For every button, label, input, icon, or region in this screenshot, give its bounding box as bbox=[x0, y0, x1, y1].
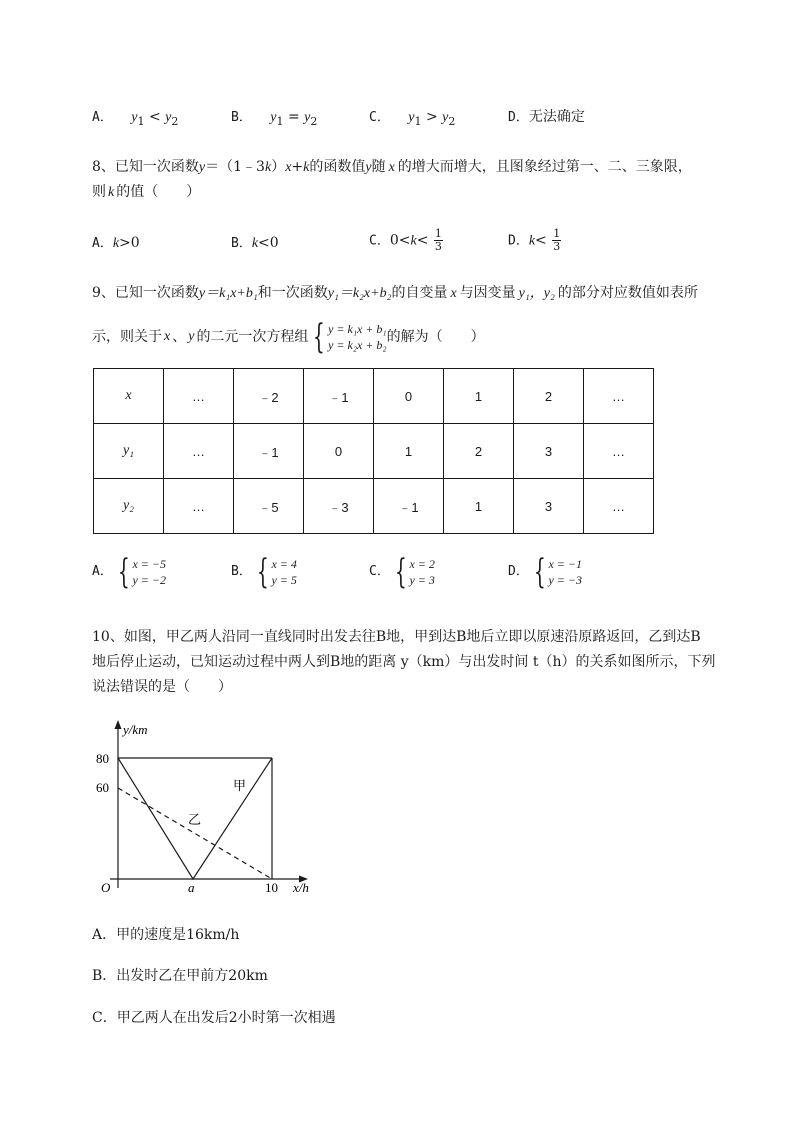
table-cell: … bbox=[164, 479, 234, 534]
option-letter: D． bbox=[508, 564, 529, 579]
brace-icon: { bbox=[117, 552, 130, 592]
table-cell: ﹣3 bbox=[304, 479, 374, 534]
q8-text: + bbox=[291, 159, 304, 175]
equation-line: y = k₂x + b₂ bbox=[328, 338, 387, 352]
q7-a-rhs-sub: 2 bbox=[171, 114, 179, 128]
q8-d-var: k bbox=[528, 233, 536, 249]
table-cell: ﹣5 bbox=[234, 479, 304, 534]
table-cell: 1 bbox=[374, 424, 444, 479]
option-letter: A． bbox=[92, 564, 113, 579]
table-row bbox=[94, 369, 654, 424]
q8-text: 的增大而增大，且图象经过第一、二、三象限， bbox=[397, 159, 692, 175]
equation-system bbox=[308, 317, 387, 357]
option-letter: A． bbox=[92, 110, 113, 125]
q9-text: 示，则关于 bbox=[92, 329, 162, 345]
table-cell: ﹣1 bbox=[234, 424, 304, 479]
table-row-header: y₂ bbox=[94, 479, 164, 534]
equation-line: y = −2 bbox=[132, 573, 166, 587]
y-axis-label: y/km bbox=[123, 722, 148, 737]
equation-line: y = −3 bbox=[548, 573, 582, 587]
q9-text: 和一次函数 bbox=[257, 285, 328, 301]
table-cell: … bbox=[584, 424, 654, 479]
q8-question-line2 bbox=[92, 181, 200, 204]
equation-line: x = −1 bbox=[548, 557, 582, 571]
y-tick-60: 60 bbox=[96, 780, 109, 795]
q9-options-row bbox=[92, 552, 732, 595]
q7-option-a bbox=[92, 106, 178, 133]
table-row-header: y₁ bbox=[94, 424, 164, 479]
q8-question-line1 bbox=[92, 156, 692, 179]
option-letter: D． bbox=[508, 110, 529, 125]
q10-question-line3: 说法错误的是（ ） bbox=[92, 679, 232, 695]
option-letter: C． bbox=[369, 564, 390, 579]
table-cell: 1 bbox=[444, 369, 514, 424]
q7-option-c bbox=[369, 106, 455, 133]
x-axis-label: x/h bbox=[293, 880, 309, 895]
brace-icon: { bbox=[533, 552, 546, 592]
q7-options-row bbox=[92, 106, 732, 128]
q10-distance-time-graph bbox=[88, 718, 328, 898]
q9-question-line2 bbox=[92, 317, 485, 357]
table-cell: 3 bbox=[514, 424, 584, 479]
table-row-header: x bbox=[94, 369, 164, 424]
q7-option-d bbox=[508, 106, 585, 129]
brace-icon: { bbox=[394, 552, 407, 592]
table-cell: … bbox=[164, 424, 234, 479]
q8-a-rest: >0 bbox=[119, 235, 140, 251]
equation-line: x = −5 bbox=[132, 557, 166, 571]
q8-var: y bbox=[365, 160, 372, 175]
q9-vars: y₁，y₂ bbox=[518, 286, 555, 301]
q8-var: y bbox=[198, 160, 206, 175]
q7-b-lhs-sub: 1 bbox=[276, 114, 284, 128]
q9-text: 的部分对应数值如表所 bbox=[557, 285, 698, 301]
equation-line: y = k₁x + b₁ bbox=[328, 322, 387, 336]
q8-text: ） bbox=[271, 159, 286, 175]
q7-b-rhs-sub: 2 bbox=[310, 114, 318, 128]
q9-text: 、 bbox=[172, 329, 187, 345]
q8-option-a bbox=[92, 232, 140, 255]
table-cell: 0 bbox=[374, 369, 444, 424]
q8-text: 随 bbox=[371, 159, 386, 175]
q8-option-d bbox=[508, 228, 561, 253]
table-cell: ﹣2 bbox=[234, 369, 304, 424]
q7-b-rhs: y bbox=[304, 110, 311, 125]
q9-var: x bbox=[450, 286, 457, 301]
q8-var: k bbox=[303, 160, 310, 175]
q8-option-b bbox=[231, 232, 279, 255]
q9-option-c bbox=[369, 552, 435, 592]
equation-system bbox=[529, 552, 582, 592]
q10-question-line2: 地后停止运动，已知运动过程中两人到B地的距离 y（km）与出发时间 t（h）的关系如图所示，下列 bbox=[92, 654, 716, 670]
origin-label: O bbox=[101, 880, 111, 895]
q7-c-lhs: y bbox=[408, 110, 415, 125]
option-letter: C． bbox=[369, 110, 390, 125]
yi-label: 乙 bbox=[188, 812, 202, 827]
equation-line: y = 5 bbox=[271, 573, 297, 587]
q8-b-var: k bbox=[251, 236, 259, 251]
q10-question-line1: 10、如图，甲乙两人沿同一直线同时出发去往B地，甲到达B地后立即以原速沿原路返回，乙到达B bbox=[92, 629, 701, 645]
q8-b-rest: <0 bbox=[258, 235, 279, 251]
q7-option-b bbox=[231, 106, 317, 133]
q8-a-var: k bbox=[112, 236, 120, 251]
q8-c-pre: 0< bbox=[389, 232, 411, 249]
q7-d-text: 无法确定 bbox=[528, 109, 585, 125]
y-axis-arrow-icon bbox=[115, 720, 122, 729]
table-cell: 2 bbox=[444, 424, 514, 479]
q9-text: 9、已知一次函数 bbox=[92, 285, 199, 301]
table-cell: 1 bbox=[444, 479, 514, 534]
equation-line: x = 2 bbox=[409, 557, 435, 571]
q9-text: 的解为（ ） bbox=[386, 329, 485, 345]
q9-var: x bbox=[164, 329, 171, 344]
equation-system bbox=[252, 552, 297, 592]
q7-b-op: = bbox=[287, 109, 300, 125]
q7-a-lhs-sub: 1 bbox=[137, 114, 145, 128]
table-cell: 0 bbox=[304, 424, 374, 479]
q8-var: k bbox=[264, 160, 272, 175]
q7-a-op: < bbox=[148, 109, 161, 125]
fraction-denominator: 3 bbox=[553, 240, 561, 253]
q10-option-b: B．出发时乙在甲前方20km bbox=[92, 968, 268, 984]
q8-text: 则 bbox=[92, 184, 106, 200]
q8-c-var: k bbox=[410, 233, 417, 249]
q7-a-rhs: y bbox=[165, 110, 172, 125]
q9-formula: y＝k₁x+b₁ bbox=[198, 286, 258, 301]
table-cell: 3 bbox=[514, 479, 584, 534]
table-cell: ﹣1 bbox=[374, 479, 444, 534]
table-row bbox=[94, 424, 654, 479]
q7-a-lhs: y bbox=[131, 110, 138, 125]
option-letter: C． bbox=[369, 233, 390, 249]
q7-c-op: > bbox=[425, 109, 438, 125]
q9-option-a bbox=[92, 552, 166, 592]
equation-lines bbox=[132, 556, 166, 588]
q7-c-lhs-sub: 1 bbox=[414, 114, 422, 128]
fraction-numerator: 1 bbox=[434, 227, 442, 240]
q10-option-a: A．甲的速度是16km/h bbox=[92, 927, 240, 943]
q8-var: k bbox=[108, 185, 115, 200]
option-letter: B． bbox=[231, 564, 252, 579]
q9-question-line1 bbox=[92, 282, 698, 305]
table-row bbox=[94, 479, 654, 534]
q9-text: 与因变量 bbox=[459, 285, 516, 301]
table-cell: 2 bbox=[514, 369, 584, 424]
option-letter: A． bbox=[92, 236, 113, 251]
equation-system bbox=[113, 552, 166, 592]
fraction-denominator: 3 bbox=[434, 240, 442, 253]
fraction bbox=[552, 228, 561, 253]
q9-option-d bbox=[508, 552, 582, 592]
q10-option-c: C．甲乙两人在出发后2小时第一次相遇 bbox=[92, 1010, 336, 1026]
q8-option-c bbox=[369, 228, 443, 253]
q8-text: 的函数值 bbox=[309, 159, 366, 175]
q8-options-row bbox=[92, 228, 732, 258]
jia-label: 甲 bbox=[233, 778, 247, 793]
table-cell: … bbox=[584, 369, 654, 424]
q9-text: 的二元一次方程组 bbox=[196, 329, 309, 345]
equation-system bbox=[390, 552, 435, 592]
x-tick-10: 10 bbox=[265, 880, 278, 895]
equation-lines bbox=[548, 556, 582, 588]
equation-line: x = 4 bbox=[271, 557, 297, 571]
fraction-numerator: 1 bbox=[553, 227, 561, 240]
y-tick-80: 80 bbox=[96, 751, 109, 766]
q8-text: ＝（1﹣3 bbox=[205, 159, 265, 175]
equation-lines bbox=[409, 556, 434, 588]
q9-formula: y₁＝k₂x+b₂ bbox=[327, 286, 392, 301]
option-letter: B． bbox=[231, 110, 252, 125]
brace-icon: { bbox=[313, 317, 326, 357]
equation-line: y = 3 bbox=[409, 573, 435, 587]
x-tick-a: a bbox=[188, 880, 195, 895]
q9-option-b bbox=[231, 552, 297, 592]
q9-text: 的自变量 bbox=[391, 285, 448, 301]
option-letter: B． bbox=[231, 236, 252, 251]
q8-d-rest: < bbox=[535, 232, 547, 249]
table-cell: … bbox=[164, 369, 234, 424]
q8-text: 8、已知一次函数 bbox=[92, 159, 199, 175]
q8-c-rest: < bbox=[416, 232, 429, 249]
q9-var: y bbox=[188, 329, 195, 344]
q7-b-lhs: y bbox=[270, 110, 277, 125]
yi-dashed-line bbox=[118, 788, 272, 879]
q8-var: x bbox=[388, 160, 395, 175]
q7-c-rhs: y bbox=[442, 110, 449, 125]
q8-var: x bbox=[285, 160, 292, 175]
brace-icon: { bbox=[256, 552, 269, 592]
option-letter: D． bbox=[508, 233, 529, 249]
equation-lines bbox=[271, 556, 296, 588]
q7-c-rhs-sub: 2 bbox=[448, 114, 456, 128]
equation-lines bbox=[328, 321, 387, 353]
table-cell: ﹣1 bbox=[304, 369, 374, 424]
q8-text: 的值（ ） bbox=[116, 184, 201, 200]
fraction bbox=[434, 228, 443, 253]
q9-value-table bbox=[93, 368, 654, 534]
table-cell: … bbox=[584, 479, 654, 534]
